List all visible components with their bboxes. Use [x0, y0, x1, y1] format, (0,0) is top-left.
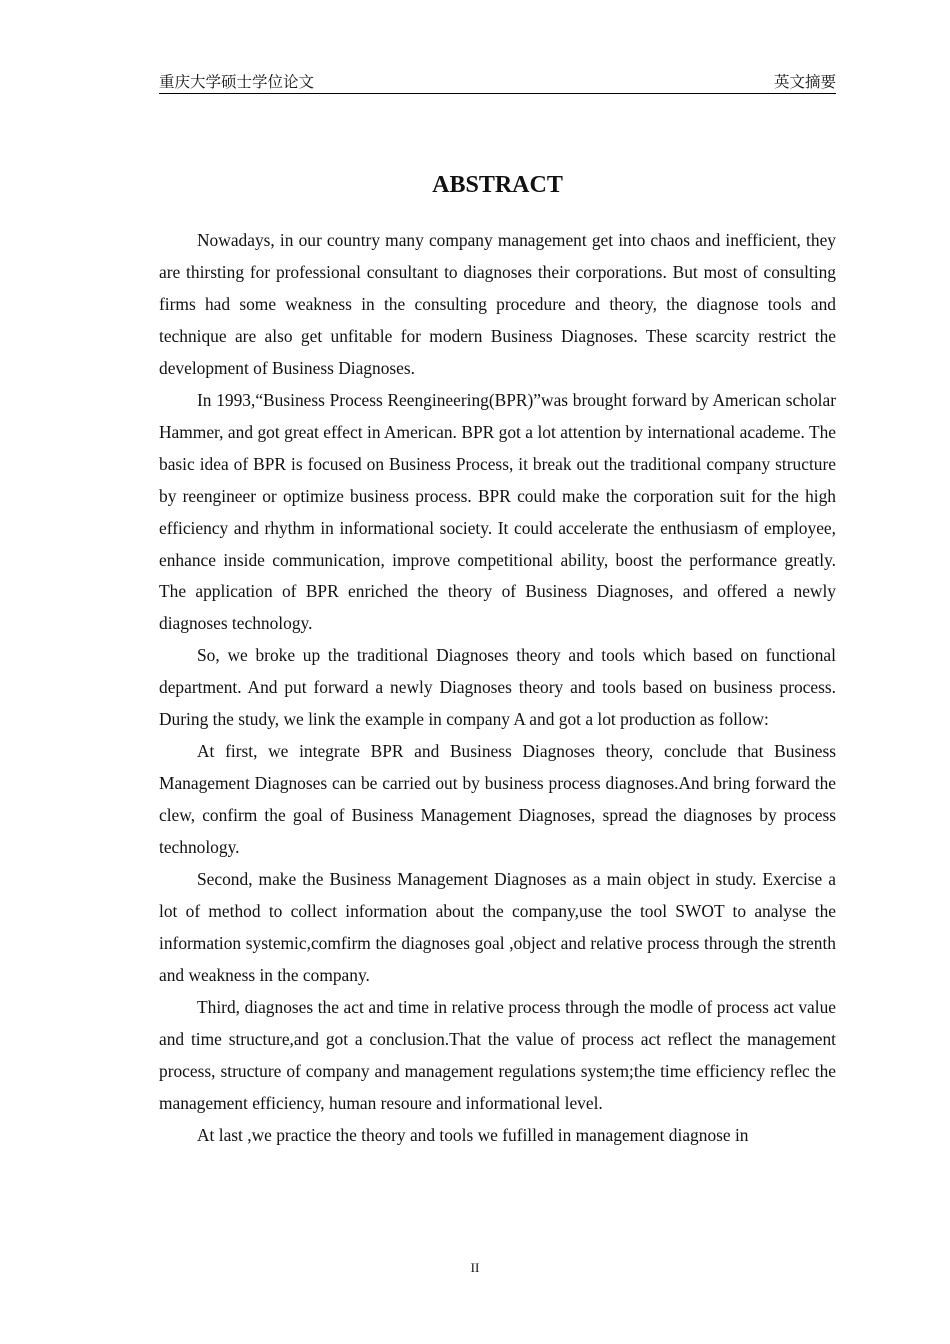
header-thesis-title: 重庆大学硕士学位论文	[159, 74, 315, 91]
abstract-heading: ABSTRACT	[432, 172, 563, 198]
paragraph-7: At last ,we practice the theory and tools we fufilled in management diagnose in	[197, 1124, 749, 1145]
paragraph-5: Second, make the Business Management Diagnoses as a main object in study. Exercise a lot of method to collect information about the company,use the tool SWOT to analyse the information systemic,comfirm the diagnoses goal ,object and relative process through the strenth and weakness in the company.	[159, 869, 836, 985]
paragraph-4: At first, we integrate BPR and Business Diagnoses theory, conclude that Business Management Diagnoses can be carried out by business process diagnoses.And bring forward the clew, confirm the goal of Business Management Diagnoses, spread the diagnoses by process technology.	[159, 741, 836, 858]
paragraph-2: In 1993,“Business Process Reengineering(BPR)”was brought forward by American scholar Hammer, and got great effect in American. BPR got a lot attention by international academe. The basic idea of BPR is focused on Business Process, it break out the traditional company structure by reengineer or optimize business process. BPR could make the corporation suit for the high efficiency and rhythm in informational society. It could accelerate the enthusiasm of employee, enhance inside communication, improve competitional ability, boost the performance greatly. The application of BPR enriched the theory of Business Diagnoses, and offered a newly diagnoses technology.	[159, 389, 836, 634]
running-header	[159, 73, 836, 94]
abstract-body	[159, 225, 836, 1152]
paragraph-3: So, we broke up the traditional Diagnoses theory and tools which based on functional department. And put forward a newly Diagnoses theory and tools based on business process. During the study, we link the example in company A and got a lot production as follow:	[159, 645, 836, 730]
paragraph-1: Nowadays, in our country many company management get into chaos and inefficient, they are thirsting for professional consultant to diagnoses their corporations. But most of consulting firms had some weakness in the consulting procedure and theory, the diagnose tools and technique are also get unfitable for modern Business Diagnoses. These scarcity restrict the development of Business Diagnoses.	[159, 230, 836, 378]
paragraph-6: Third, diagnoses the act and time in relative process through the modle of process act value and time structure,and got a conclusion.That the value of process act reflect the management process, structure of company and management regulations system;the time efficiency reflec the management efficiency, human resoure and informational level.	[159, 996, 836, 1113]
page-number: II	[470, 1260, 480, 1275]
header-section-name: 英文摘要	[773, 74, 836, 91]
